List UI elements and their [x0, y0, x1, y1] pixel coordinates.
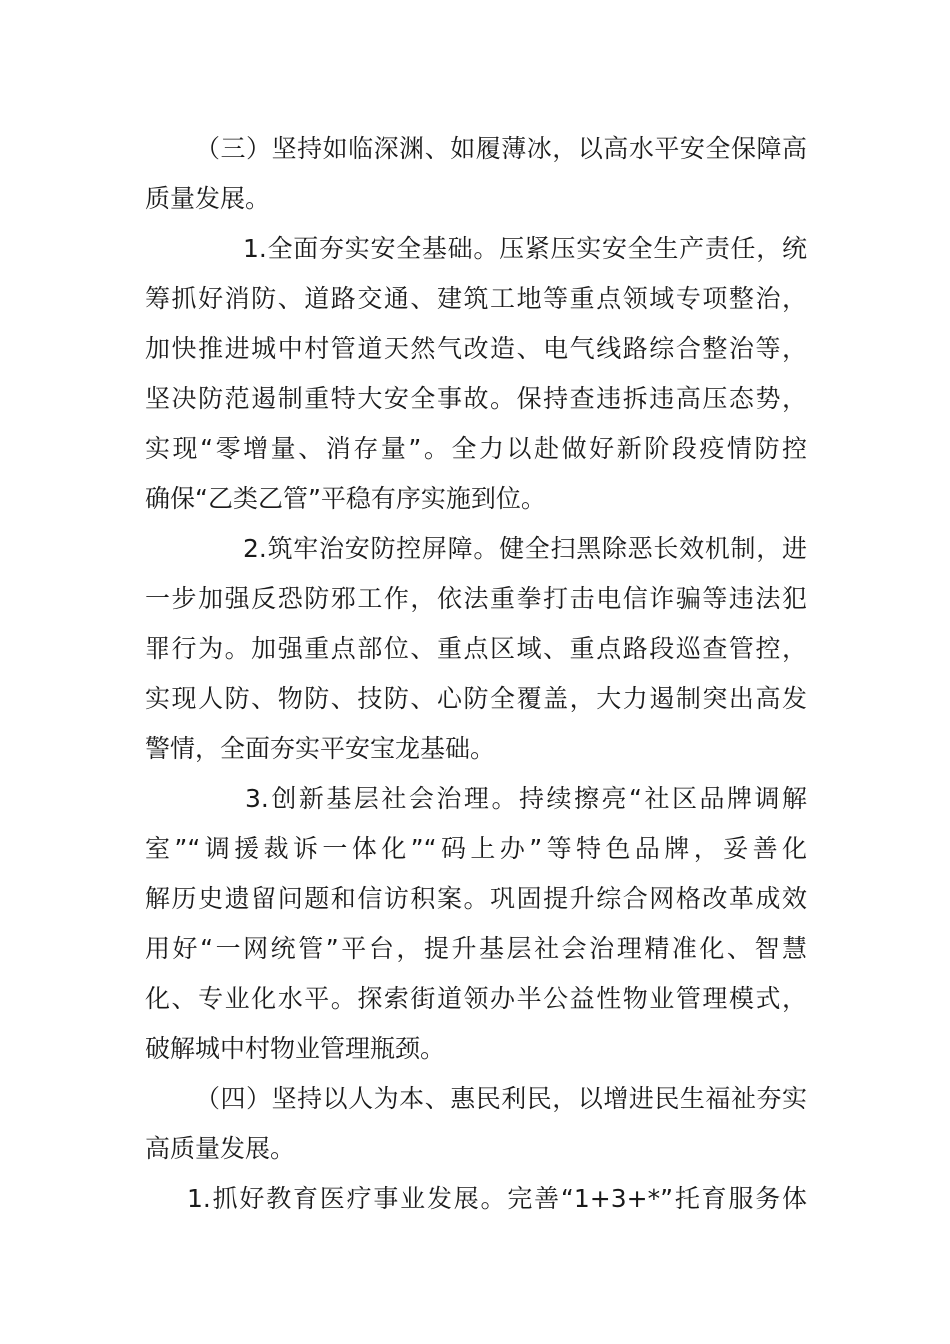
item-3-line-1: 3.创新基层社会治理。持续擦亮“社区品牌调解 — [245, 784, 807, 813]
item-3-line-4: 用好“一网统管”平台，提升基层社会治理精准化、智慧 — [145, 934, 807, 963]
item-2-line-1: 2.筑牢治安防控屏障。健全扫黑除恶长效机制，进 — [243, 534, 807, 563]
item-2-line-4: 实现人防、物防、技防、心防全覆盖，大力遏制突出高发 — [145, 684, 807, 713]
item-2-line-3: 罪行为。加强重点部位、重点区域、重点路段巡查管控， — [145, 634, 807, 663]
heading-four-line-1: （四）坚持以人为本、惠民利民，以增进民生福祉夯实 — [195, 1084, 807, 1113]
item-3-line-3: 解历史遗留问题和信访积案。巩固提升综合网格改革成效 — [145, 884, 807, 913]
item-3-line-6: 破解城中村物业管理瓶颈。 — [145, 1034, 446, 1063]
item-3-line-5: 化、专业化水平。探索街道领办半公益性物业管理模式， — [145, 984, 807, 1013]
item-1-line-3: 加快推进城中村管道天然气改造、电气线路综合整治等， — [145, 334, 807, 363]
item-1-line-6: 确保“乙类乙管”平稳有序实施到位。 — [145, 484, 546, 513]
item-1-line-2: 筹抓好消防、道路交通、建筑工地等重点领域专项整治， — [145, 284, 807, 313]
heading-three-line-2: 质量发展。 — [145, 184, 271, 213]
heading-three-line-1: （三）坚持如临深渊、如履薄冰，以高水平安全保障高 — [195, 134, 807, 163]
item-4-1-line-1: 1.抓好教育医疗事业发展。完善“1+3+*”托育服务体 — [187, 1184, 807, 1213]
item-1-line-4: 坚决防范遏制重特大安全事故。保持查违拆违高压态势， — [145, 384, 807, 413]
item-2-line-5: 警情，全面夯实平安宝龙基础。 — [145, 734, 496, 763]
item-2-line-2: 一步加强反恐防邪工作，依法重拳打击电信诈骗等违法犯 — [145, 584, 807, 613]
item-1-line-1: 1.全面夯实安全基础。压紧压实安全生产责任，统 — [243, 234, 807, 263]
item-1-line-5: 实现“零增量、消存量”。全力以赴做好新阶段疫情防控 — [145, 434, 807, 463]
item-3-line-2: 室”“调援裁诉一体化”“码上办”等特色品牌，妥善化 — [145, 834, 807, 863]
heading-four-line-2: 高质量发展。 — [145, 1134, 296, 1163]
